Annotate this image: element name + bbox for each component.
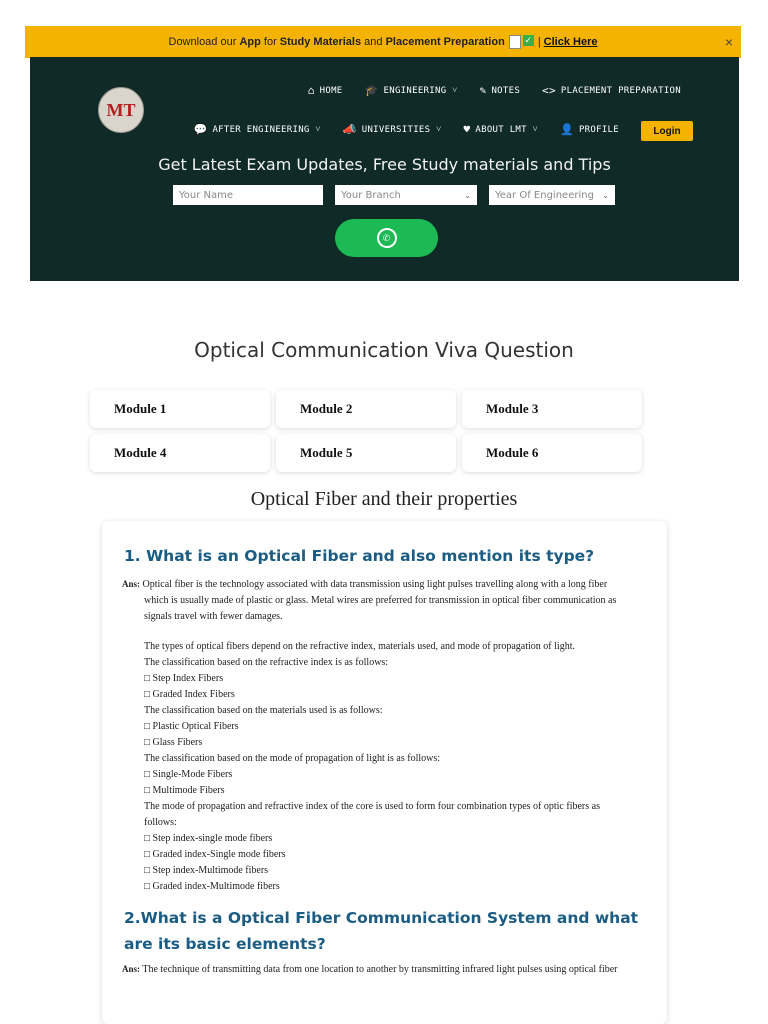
- document-icon: [509, 35, 521, 49]
- whatsapp-icon: ✆: [377, 228, 397, 248]
- graduation-cap-icon: 🎓: [364, 84, 379, 97]
- nav-profile[interactable]: [560, 123, 619, 136]
- answer-1-body-6: □ Glass Fibers: [144, 737, 203, 748]
- answer-1-body-11: follows:: [144, 817, 177, 828]
- answer-1-body-12: □ Step index-single mode fibers: [144, 833, 273, 844]
- answer-1-body-0: The types of optical fibers depend on the refractive index, materials used, and mode of propagation of light.: [144, 641, 575, 652]
- modules-grid: [90, 390, 642, 472]
- answer-2: [122, 964, 652, 975]
- pen-icon: ✎: [479, 84, 487, 97]
- nav-home[interactable]: [308, 84, 343, 97]
- module-1[interactable]: Module 1: [90, 390, 270, 428]
- chevron-down-icon: ⌄: [602, 190, 609, 200]
- nav-notes-label: NOTES: [491, 85, 521, 96]
- answer-label: Ans:: [122, 964, 141, 974]
- nav-about-label: ABOUT LMT ˅: [475, 125, 538, 135]
- module-2[interactable]: Module 2: [276, 390, 456, 428]
- nav-home-label: HOME: [319, 85, 343, 96]
- banner-text-pre: Download our: [168, 36, 237, 48]
- site-header: [30, 57, 739, 281]
- section-title: Optical Fiber and their properties: [250, 488, 518, 510]
- answer-label: Ans:: [122, 579, 141, 589]
- heart-icon: ♥: [463, 123, 471, 136]
- nav-universities-label: UNIVERSITIES ˅: [361, 125, 442, 135]
- nav-notes[interactable]: [480, 84, 521, 97]
- question-1-title: 1. What is an Optical Fiber and also mention its type?: [124, 547, 595, 565]
- question-card: [102, 521, 667, 1024]
- answer-1-body-1: The classification based on the refractive index is as follows:: [144, 657, 389, 668]
- answer-1-body-4: The classification based on the materials used is as follows:: [144, 705, 383, 716]
- year-select[interactable]: [489, 185, 615, 205]
- banner-app: App: [239, 36, 261, 48]
- logo-text: MT: [106, 99, 136, 120]
- primary-nav: [286, 84, 681, 97]
- checkmark-icon: ✓: [524, 35, 533, 45]
- answer-1-body-7: The classification based on the mode of propagation of light is as follows:: [144, 753, 441, 764]
- login-button[interactable]: Login: [641, 121, 693, 141]
- branch-select[interactable]: [335, 185, 477, 205]
- answer-1-body-2: □ Step Index Fibers: [144, 673, 224, 684]
- nav-universities[interactable]: [343, 123, 442, 136]
- whatsapp-button[interactable]: [335, 219, 438, 257]
- answer-2-text: The technique of transmitting data from one location to another by transmitting infrared light pulses using optical fiber: [142, 964, 618, 975]
- answer-1-body-8: □ Single-Mode Fibers: [144, 769, 233, 780]
- tagline: Get Latest Exam Updates, Free Study materials and Tips: [158, 155, 611, 174]
- app-download-banner: [25, 26, 741, 58]
- module-5[interactable]: Module 5: [276, 434, 456, 472]
- banner-study: Study Materials: [279, 36, 362, 48]
- nav-profile-label: PROFILE: [578, 124, 619, 135]
- banner-text-for: for: [263, 36, 277, 48]
- nav-placement-label: PLACEMENT PREPARATION: [560, 85, 681, 96]
- chat-icon: 💬: [193, 123, 208, 136]
- secondary-nav: [171, 123, 619, 136]
- answer-1-body-13: □ Graded index-Single mode fibers: [144, 849, 286, 860]
- banner-text-and: and: [364, 36, 383, 48]
- answer-1-body-5: □ Plastic Optical Fibers: [144, 721, 239, 732]
- answer-1-line: [122, 576, 642, 593]
- question-2-title: 2.What is a Optical Fiber Communication System and what are its basic elements?: [124, 909, 639, 953]
- answer-1-line-3: signals travel with fewer damages.: [144, 611, 283, 622]
- home-icon: ⌂: [307, 84, 315, 97]
- module-6[interactable]: Module 6: [462, 434, 642, 472]
- answer-1-body-9: □ Multimode Fibers: [144, 785, 225, 796]
- answer-1-body-15: □ Graded index-Multimode fibers: [144, 881, 280, 892]
- nav-after-engineering-label: AFTER ENGINEERING ˅: [212, 125, 321, 135]
- click-here-link[interactable]: Click Here: [543, 36, 598, 48]
- nav-placement-preparation[interactable]: [542, 84, 681, 97]
- answer-1-line-2: which is usually made of plastic or glass. Metal wires are preferred for transmission in optical fiber communication as: [144, 595, 617, 606]
- name-placeholder: Your Name: [179, 189, 234, 201]
- banner-icons: [509, 35, 534, 49]
- module-4[interactable]: Module 4: [90, 434, 270, 472]
- close-icon[interactable]: ×: [724, 34, 733, 50]
- site-logo[interactable]: [98, 87, 144, 133]
- user-icon: 👤: [559, 123, 574, 136]
- signup-form: [173, 185, 615, 205]
- nav-engineering[interactable]: [365, 84, 458, 97]
- code-icon: <>: [542, 84, 556, 97]
- name-input[interactable]: [173, 185, 323, 205]
- module-3[interactable]: Module 3: [462, 390, 642, 428]
- chevron-down-icon: ⌄: [464, 190, 471, 200]
- megaphone-icon: 📣: [342, 123, 357, 136]
- banner-separator: |: [537, 36, 541, 48]
- page-title: Optical Communication Viva Question: [194, 338, 574, 362]
- answer-1-body-14: □ Step index-Multimode fibers: [144, 865, 269, 876]
- nav-about-lmt[interactable]: [463, 123, 538, 136]
- nav-after-engineering[interactable]: [193, 123, 320, 136]
- nav-engineering-label: ENGINEERING ˅: [383, 86, 458, 96]
- answer-1-body-10: The mode of propagation and refractive index of the core is used to form four combination types of optic fibers as: [144, 801, 600, 812]
- year-placeholder: Year Of Engineering: [495, 189, 594, 201]
- answer-1: [122, 576, 642, 895]
- answer-1-body-3: □ Graded Index Fibers: [144, 689, 235, 700]
- branch-placeholder: Your Branch: [341, 189, 401, 201]
- answer-1-line-1: Optical fiber is the technology associated with data transmission using light pulses travelling along with a long fiber: [142, 579, 608, 590]
- banner-placement: Placement Preparation: [385, 36, 505, 48]
